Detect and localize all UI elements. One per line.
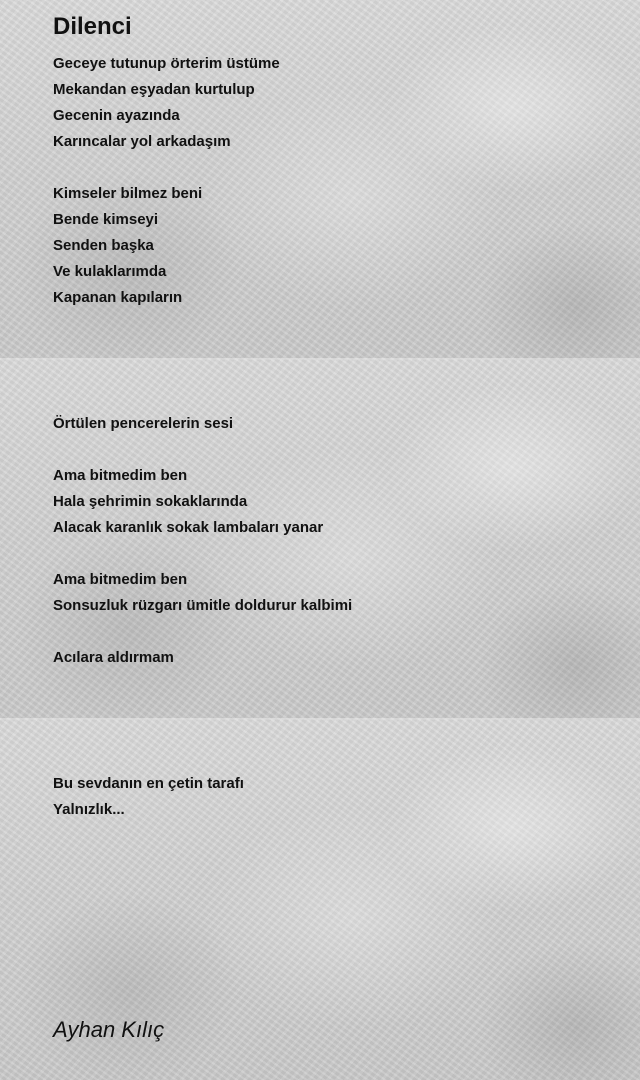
poem-line: Örtülen pencerelerin sesi <box>53 415 234 432</box>
poem-line: Ve kulaklarımda <box>53 263 167 280</box>
stanza-break <box>53 541 352 567</box>
poem-line: Sonsuzluk rüzgarı ümitle doldurur kalbimi <box>53 597 353 614</box>
poem-author: Ayhan Kılıç <box>53 1017 165 1042</box>
stanza-break <box>53 155 280 181</box>
poem-panel-2 <box>0 360 640 720</box>
poem-panel-1 <box>0 0 640 360</box>
poem-line: Mekandan eşyadan kurtulup <box>53 81 255 98</box>
poem-line: Bende kimseyi <box>53 211 159 228</box>
poem-line: Kapanan kapıların <box>53 289 183 306</box>
poem-stanza-group-3 <box>53 771 244 823</box>
poem-line: Bu sevdanın en çetin tarafı <box>53 775 244 792</box>
poem-line: Karıncalar yol arkadaşım <box>53 133 231 150</box>
stanza-break <box>53 437 352 463</box>
poem-line: Acılara aldırmam <box>53 649 174 666</box>
poem-line: Geceye tutunup örterim üstüme <box>53 55 280 72</box>
poem-stanza-group-1 <box>53 51 280 311</box>
poem-panel-3 <box>0 720 640 1080</box>
poem-line: Yalnızlık... <box>53 801 125 818</box>
poem-line: Kimseler bilmez beni <box>53 185 203 202</box>
poem-line: Alacak karanlık sokak lambaları yanar <box>53 519 324 536</box>
poem-line: Hala şehrimin sokaklarında <box>53 493 248 510</box>
poem-title: Dilenci <box>53 13 132 40</box>
poem-line: Senden başka <box>53 237 154 254</box>
poem-line: Ama bitmedim ben <box>53 467 188 484</box>
poem-line: Ama bitmedim ben <box>53 571 188 588</box>
stanza-break <box>53 619 352 645</box>
poem-line: Gecenin ayazında <box>53 107 180 124</box>
poem-stanza-group-2 <box>53 411 352 671</box>
